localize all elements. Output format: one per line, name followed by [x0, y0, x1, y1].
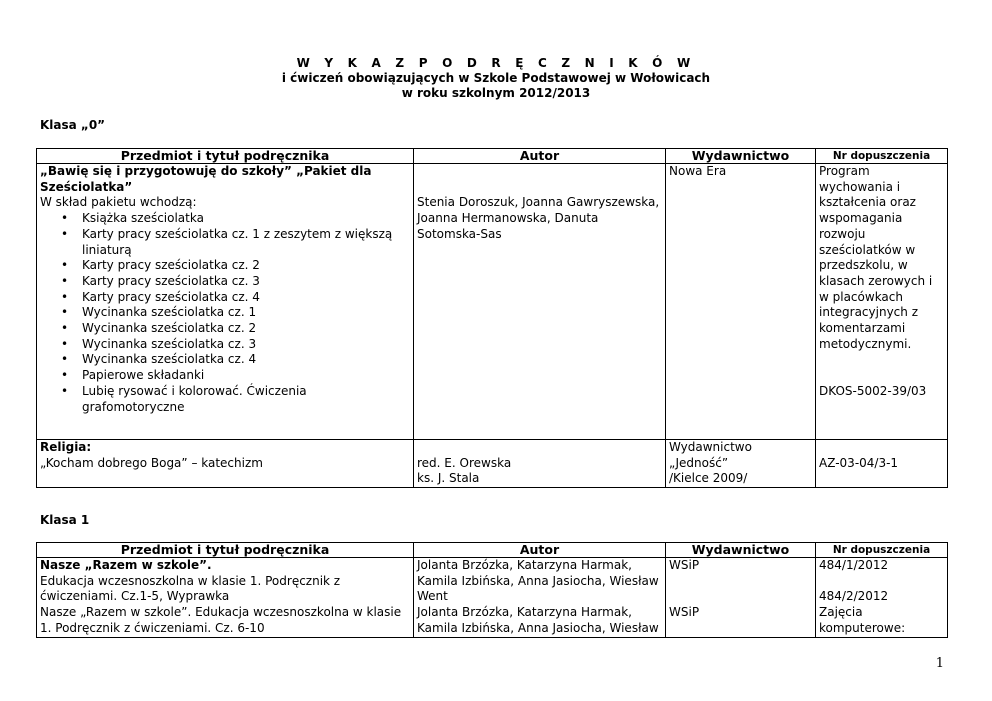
doc-subtitle: i ćwiczeń obowiązujących w Szkole Podstawowej w Wołowicach	[281, 71, 711, 85]
subject-name: Religia:	[40, 440, 92, 454]
doc-school-year: w roku szkolnym 2012/2013	[401, 86, 591, 100]
table-row	[37, 164, 948, 440]
table-header-row	[37, 149, 948, 164]
book-title: Nasze „Razem w szkole”.	[40, 558, 212, 572]
book-title: „Kocham dobrego Boga” – katechizm	[40, 455, 263, 470]
column-header-publisher: Wydawnictwo	[666, 149, 816, 164]
table-header-row	[37, 543, 948, 558]
list-item: • Lubię rysować i kolorować. Ćwiczenia grafomotoryczne	[82, 384, 410, 415]
list-item: • Książka sześciolatka	[82, 211, 410, 227]
list-item: • Karty pracy sześciolatka cz. 4	[82, 290, 410, 306]
page-number: 1	[935, 656, 944, 671]
number-cell	[816, 164, 948, 440]
author-text: Jolanta Brzózka, Katarzyna Harmak, Kamila Izbińska, Anna Jasiocha, Wiesław Went	[417, 558, 659, 604]
publisher-cell	[666, 558, 816, 638]
list-item: • Wycinanka sześciolatka cz. 4	[82, 352, 410, 368]
package-list	[40, 211, 410, 415]
list-item: • Karty pracy sześciolatka cz. 3	[82, 274, 410, 290]
table-row	[37, 440, 948, 488]
author-cell	[414, 440, 666, 488]
subject-cell	[37, 164, 414, 440]
book-description-2: Nasze „Razem w szkole”. Edukacja wczesnoszkolna w klasie 1. Podręcznik z ćwiczeniami. Cz. 6-10	[40, 605, 402, 635]
subject-note: Zajęcia komputerowe:	[819, 605, 906, 635]
list-item: • Wycinanka sześciolatka cz. 1	[82, 305, 410, 321]
subject-cell	[37, 440, 414, 488]
program-description: Program wychowania i kształcenia oraz wspomagania rozwoju sześciolatków w przedszkolu, w klasach zerowych i w placówkach integracyjnych z komentarzami metodycznymi.	[819, 164, 933, 351]
list-item: • Wycinanka sześciolatka cz. 3	[82, 337, 410, 353]
doc-title: W Y K A Z P O D R Ę C Z N I K Ó W	[296, 56, 696, 70]
subject-cell	[37, 558, 414, 638]
publisher-line: /Kielce 2009/	[669, 471, 748, 486]
approval-number: 484/2/2012	[819, 589, 889, 604]
author-cell	[414, 558, 666, 638]
publisher-line: WSiP	[669, 605, 700, 620]
column-header-number: Nr dopuszczenia	[816, 543, 948, 558]
publisher-line: WSiP	[669, 558, 700, 572]
list-item: • Wycinanka sześciolatka cz. 2	[82, 321, 410, 337]
number-cell	[816, 440, 948, 488]
author-line: red. E. Orewska	[417, 455, 512, 470]
list-item: • Karty pracy sześciolatka cz. 2	[82, 258, 410, 274]
package-intro: W skład pakietu wchodzą:	[40, 195, 197, 210]
column-header-number: Nr dopuszczenia	[816, 149, 948, 164]
book-title: „Bawię się i przygotowuję do szkoły” „Pakiet dla Sześciolatka”	[40, 164, 372, 194]
list-item: • Papierowe składanki	[82, 368, 410, 384]
column-header-author: Autor	[414, 149, 666, 164]
approval-number: DKOS-5002-39/03	[819, 383, 927, 398]
class-0-heading: Klasa „0”	[40, 118, 106, 132]
column-header-subject: Przedmiot i tytuł podręcznika	[37, 149, 414, 164]
author-cell	[414, 164, 666, 440]
approval-number: 484/1/2012	[819, 558, 889, 572]
class-1-table	[36, 542, 948, 638]
column-header-subject: Przedmiot i tytuł podręcznika	[37, 543, 414, 558]
publisher-line: „Jedność”	[669, 455, 729, 470]
author-text: Stenia Doroszuk, Joanna Gawryszewska, Joanna Hermanowska, Danuta Sotomska-Sas	[417, 195, 660, 241]
approval-number: AZ-03-04/3-1	[819, 455, 899, 470]
table-row	[37, 558, 948, 638]
number-cell	[816, 558, 948, 638]
publisher-line: Wydawnictwo	[669, 440, 752, 454]
column-header-publisher: Wydawnictwo	[666, 543, 816, 558]
book-description: Edukacja wczesnoszkolna w klasie 1. Podręcznik z ćwiczeniami. Cz.1-5, Wyprawka	[40, 573, 341, 604]
column-header-author: Autor	[414, 543, 666, 558]
author-text-2: Jolanta Brzózka, Katarzyna Harmak, Kamila Izbińska, Anna Jasiocha, Wiesław	[417, 605, 659, 635]
class-1-heading: Klasa 1	[40, 513, 90, 527]
author-line: ks. J. Stala	[417, 471, 480, 486]
list-item: • Karty pracy sześciolatka cz. 1 z zeszytem z większą liniaturą	[82, 227, 410, 258]
class-0-table	[36, 148, 948, 488]
publisher-cell	[666, 440, 816, 488]
publisher-cell: Nowa Era	[666, 164, 816, 440]
